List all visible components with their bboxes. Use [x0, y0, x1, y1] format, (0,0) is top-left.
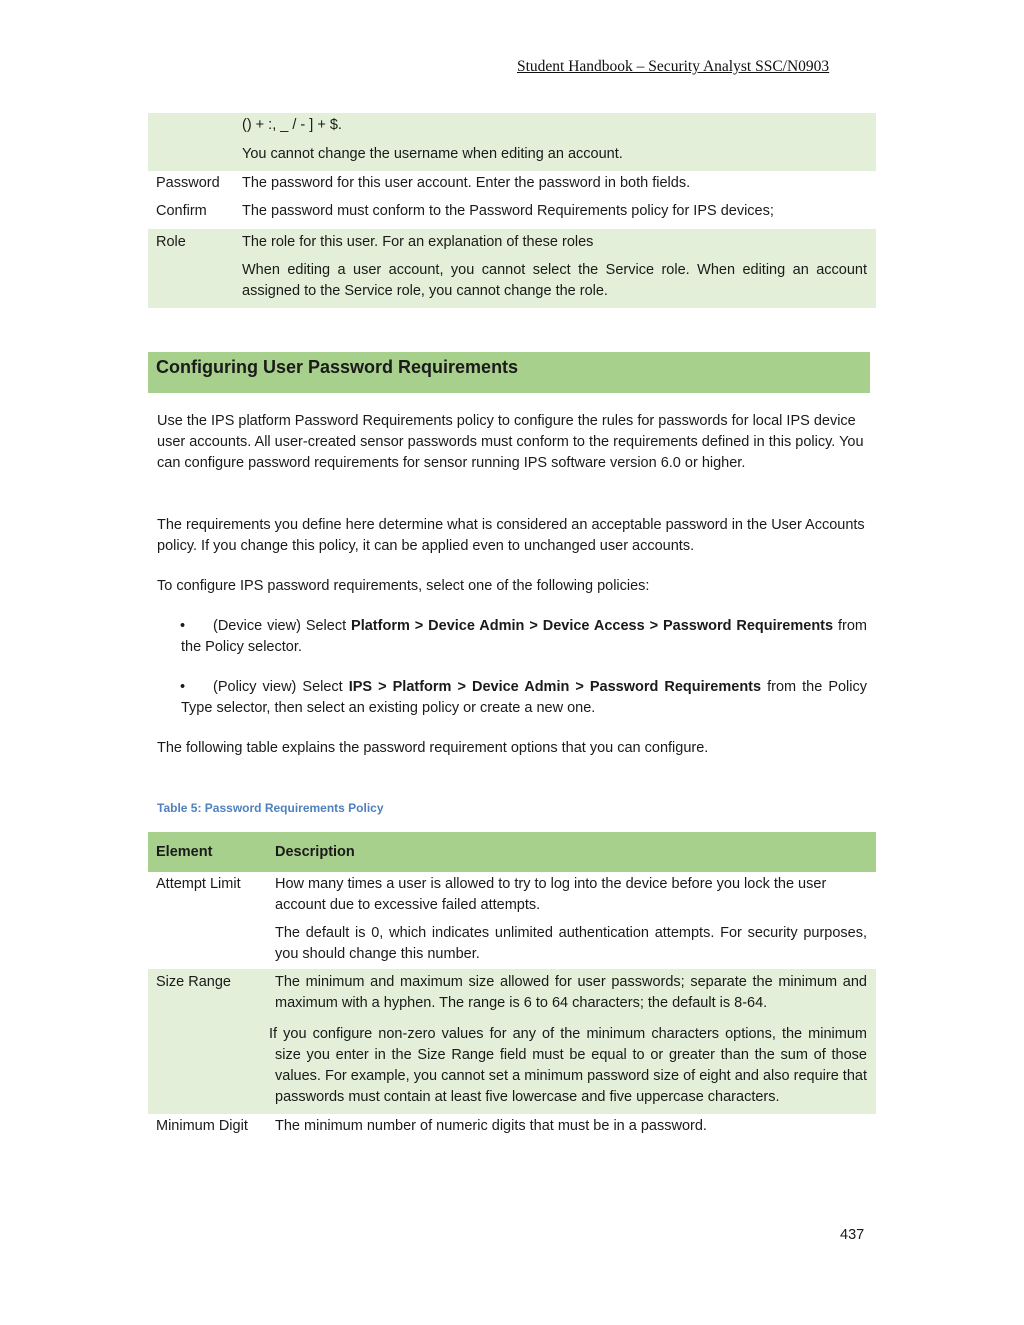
menu-path: Platform > Device Admin > Device Access > Password Requirements [351, 618, 834, 634]
row-text: () + :, _ / - ] + $. [242, 117, 342, 133]
user-account-table [148, 113, 876, 308]
paragraph: The following table explains the password requirement options that you can configure. [157, 740, 709, 756]
row-label: Role [156, 234, 186, 250]
column-header: Element [156, 844, 213, 860]
row-text: The minimum and maximum size allowed for user passwords; separate the minimum and maximum with a hyphen. The range is 6 to 64 characters; the default is 8-64. [275, 974, 867, 1011]
row-text: The password must conform to the Password Requirements policy for IPS devices; [242, 203, 774, 219]
password-requirements-table [148, 832, 876, 1141]
paragraph: The requirements you define here determine what is considered an acceptable password in the User Accounts policy. If you change this policy, it can be applied even to unchanged user accounts. [157, 517, 865, 554]
row-text: The minimum number of numeric digits that must be in a password. [275, 1118, 707, 1134]
table-row [148, 199, 876, 229]
row-label: Attempt Limit [156, 876, 241, 892]
page-number: 437 [840, 1227, 865, 1243]
table-row [148, 969, 876, 1114]
row-label: Confirm [156, 203, 207, 219]
row-text: If you configure non-zero values for any of the minimum characters options, the minimum size you enter in the Size Range field must be equal to or greater than the sum of those values. For example, you cannot set a minimum password size of eight and also require that passwords must contain at least five lowercase and five uppercase characters. [269, 1026, 867, 1105]
table-row [148, 171, 876, 199]
row-label: Password [156, 175, 220, 191]
row-text: The role for this user. For an explanation of these roles [242, 234, 594, 250]
row-label [148, 115, 242, 165]
section-heading [148, 350, 870, 393]
bullet-icon: • [180, 618, 186, 634]
list-item: • (Policy view) Select IPS > Platform > Device Admin > Password Requirements from the Policy Type selector, then select an existing policy or create a new one. [180, 679, 867, 716]
table-row [148, 229, 876, 308]
list-item: • (Device view) Select Platform > Device Admin > Device Access > Password Requirements from the Policy selector. [180, 618, 867, 655]
row-text: The default is 0, which indicates unlimited authentication attempts. For security purposes, you should change this number. [275, 925, 867, 962]
menu-path: IPS > Platform > Device Admin > Password Requirements [348, 679, 762, 695]
table-row [148, 113, 876, 171]
row-text: When editing a user account, you cannot select the Service role. When editing an account assigned to the Service role, you cannot change the role. [242, 262, 867, 299]
paragraph: To configure IPS password requirements, select one of the following policies: [157, 578, 650, 594]
paragraph: Use the IPS platform Password Requirements policy to configure the rules for passwords for local IPS device user accounts. All user-created sensor passwords must conform to the requirements defined in this policy. You can configure password requirements for sensor running IPS software version 6.0 or higher. [157, 413, 864, 471]
table-header [148, 832, 876, 872]
column-header: Description [275, 844, 355, 860]
row-text: You cannot change the username when editing an account. [242, 146, 623, 162]
table-row [148, 1114, 876, 1141]
table-caption: Table 5: Password Requirements Policy [157, 801, 384, 815]
row-label: Size Range [156, 974, 231, 990]
bullet-icon: • [180, 679, 186, 695]
running-header: Student Handbook – Security Analyst SSC/N0903 [517, 58, 830, 75]
row-text: How many times a user is allowed to try to log into the device before you lock the user account due to excessive failed attempts. [275, 876, 827, 913]
row-text: The password for this user account. Enter the password in both fields. [242, 175, 691, 191]
row-label: Minimum Digit [156, 1118, 248, 1134]
section-title: Configuring User Password Requirements [156, 357, 519, 377]
table-row [148, 872, 876, 969]
